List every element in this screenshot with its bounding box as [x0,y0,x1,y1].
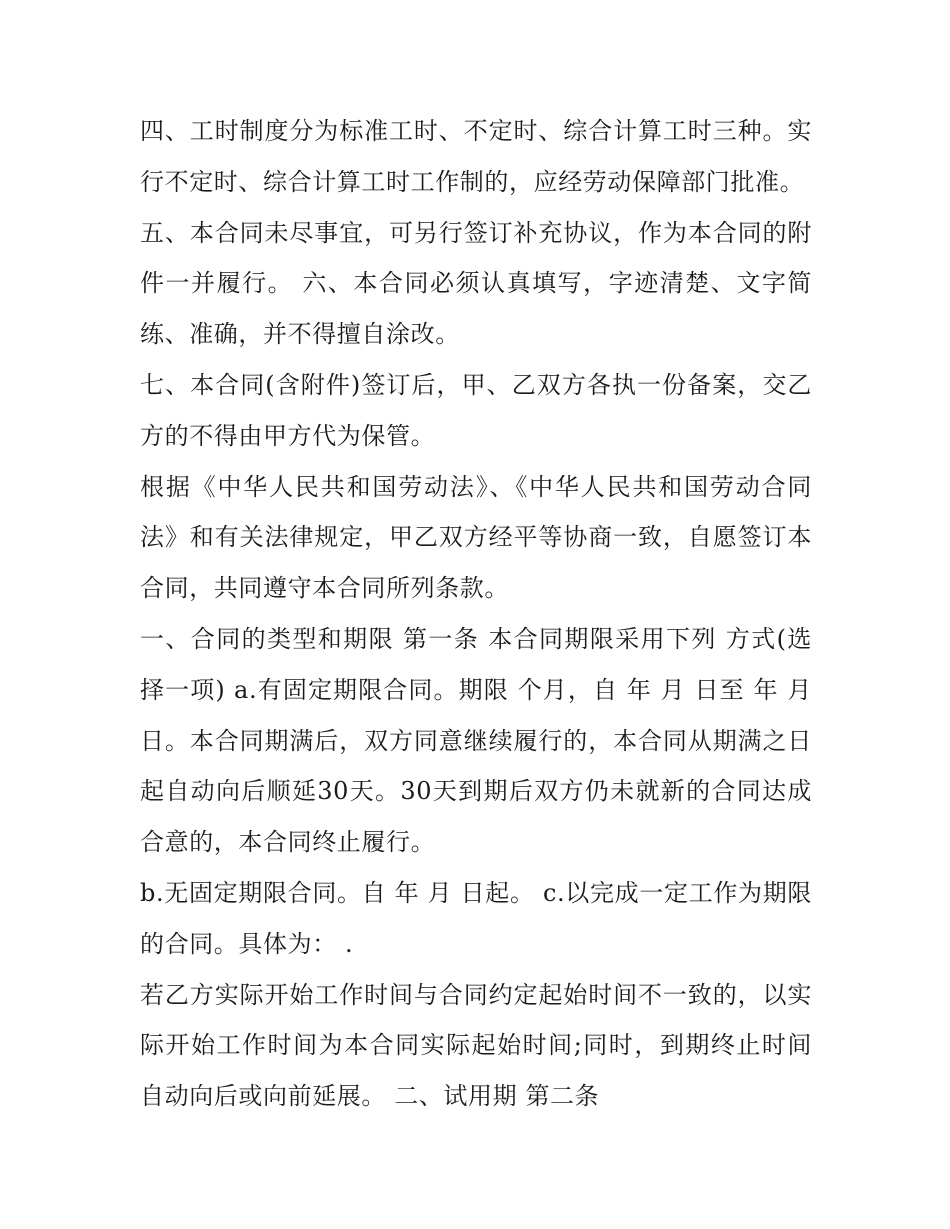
paragraph-legal-basis: 根据《中华人民共和国劳动法》、《中华人民共和国劳动合同法》和有关法律规定，甲乙双方经平等协商一致，自愿签订本合同，共同遵守本合同所列条款。 [140,472,812,603]
paragraph-open-ended-contract: b.无固定期限合同。自 年 月 日起。 c.以完成一定工作为期限的合同。具体为： . [140,878,812,958]
paragraph-contract-copies: 七、本合同(含附件)签订后，甲、乙双方各执一份备案，交乙方的不得由甲方代为保管。 [140,370,812,450]
paragraph-work-hours: 四、工时制度分为标准工时、不定时、综合计算工时三种。实行不定时、综合计算工时工作制的，应经劳动保障部门批准。 [140,117,812,196]
paragraph-contract-type-term: 一、合同的类型和期限 第一条 本合同期限采用下列 方式(选择一项) a.有固定期限合同。期限 个月，自 年 月 日至 年 月日。本合同期满后，双方同意继续履行的，本合同从期满之日起自动向后顺延30天。30天到期后双方仍未就新的合同达成合意的，本合同终止履行。 [140,624,812,857]
paragraph-supplementary-agreement: 五、本合同未尽事宜，可另行签订补充协议，作为本合同的附件一并履行。 六、本合同必须认真填写，字迹清楚、文字简练、准确，并不得擅自涂改。 [140,218,812,349]
document-body [140,106,812,1122]
paragraph-start-date-probation: 若乙方实际开始工作时间与合同约定起始时间不一致的，以实际开始工作时间为本合同实际起始时间;同时，到期终止时间自动向后或向前延展。 二、试用期 第二条 [140,980,812,1111]
